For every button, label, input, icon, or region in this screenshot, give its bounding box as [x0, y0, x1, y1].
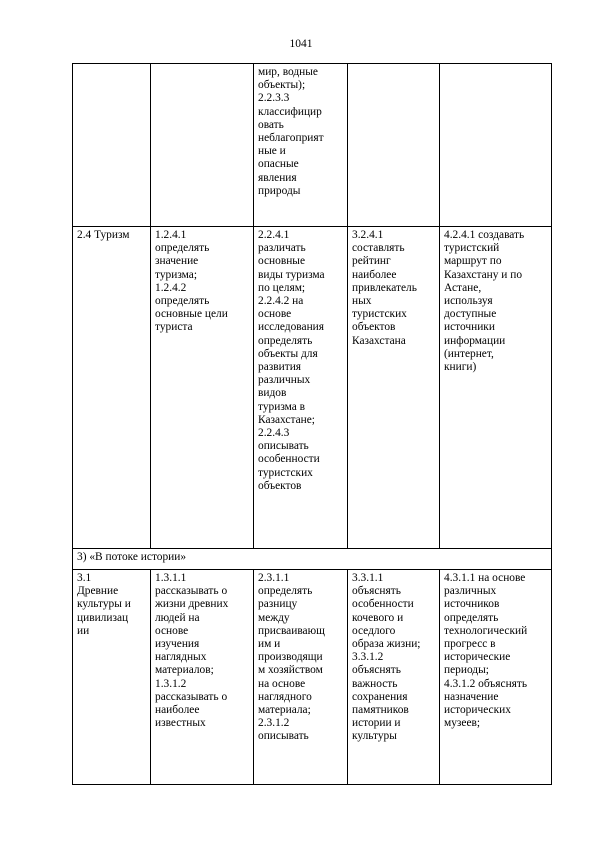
topic-cell: 3.1 Древние культуры и цивилизац ии	[73, 570, 151, 785]
grade-3-cell: 3.2.4.1 составлять рейтинг наиболее привлекатель ных туристских объектов Казахстана	[348, 227, 440, 549]
table-row	[73, 64, 552, 227]
table-cell	[440, 64, 552, 227]
grade-2-cell: 2.3.1.1 определять разницу между присваивающ им и производящи м хозяйством на основе наглядного материала; 2.3.1.2 описывать	[254, 570, 348, 785]
section-row	[73, 549, 552, 570]
grade-4-cell: 4.2.4.1 создавать туристский маршрут по Казахстану и по Астане, используя доступные источники информации (интернет, книги)	[440, 227, 552, 549]
grade-1-cell: 1.3.1.1 рассказывать о жизни древних людей на основе изучения наглядных материалов; 1.3.1.2 рассказывать о наиболее известных	[151, 570, 254, 785]
grade-1-cell: 1.2.4.1 определять значение туризма; 1.2.4.2 определять основные цели туриста	[151, 227, 254, 549]
curriculum-table	[72, 63, 552, 785]
table-cell: мир, водные объекты); 2.2.3.3 классифицир овать неблагоприят ные и опасные явления природы	[254, 64, 348, 227]
table-cell	[73, 64, 151, 227]
table-cell	[348, 64, 440, 227]
section-title: 3) «В потоке истории»	[73, 549, 552, 570]
page-number: 1041	[289, 38, 313, 50]
grade-4-cell: 4.3.1.1 на основе различных источников определять технологический прогресс в исторические периоды; 4.3.1.2 объяснять назначение исторических музеев;	[440, 570, 552, 785]
table-row	[73, 570, 552, 785]
table-cell	[151, 64, 254, 227]
table-row	[73, 227, 552, 549]
grade-3-cell: 3.3.1.1 объяснять особенности кочевого и оседлого образа жизни; 3.3.1.2 объяснять важность сохранения памятников истории и культуры	[348, 570, 440, 785]
grade-2-cell: 2.2.4.1 различать основные виды туризма по целям; 2.2.4.2 на основе исследования определять объекты для развития различных видов туризма в Казахстане; 2.2.4.3 описывать особенности туристских объектов	[254, 227, 348, 549]
topic-cell: 2.4 Туризм	[73, 227, 151, 549]
